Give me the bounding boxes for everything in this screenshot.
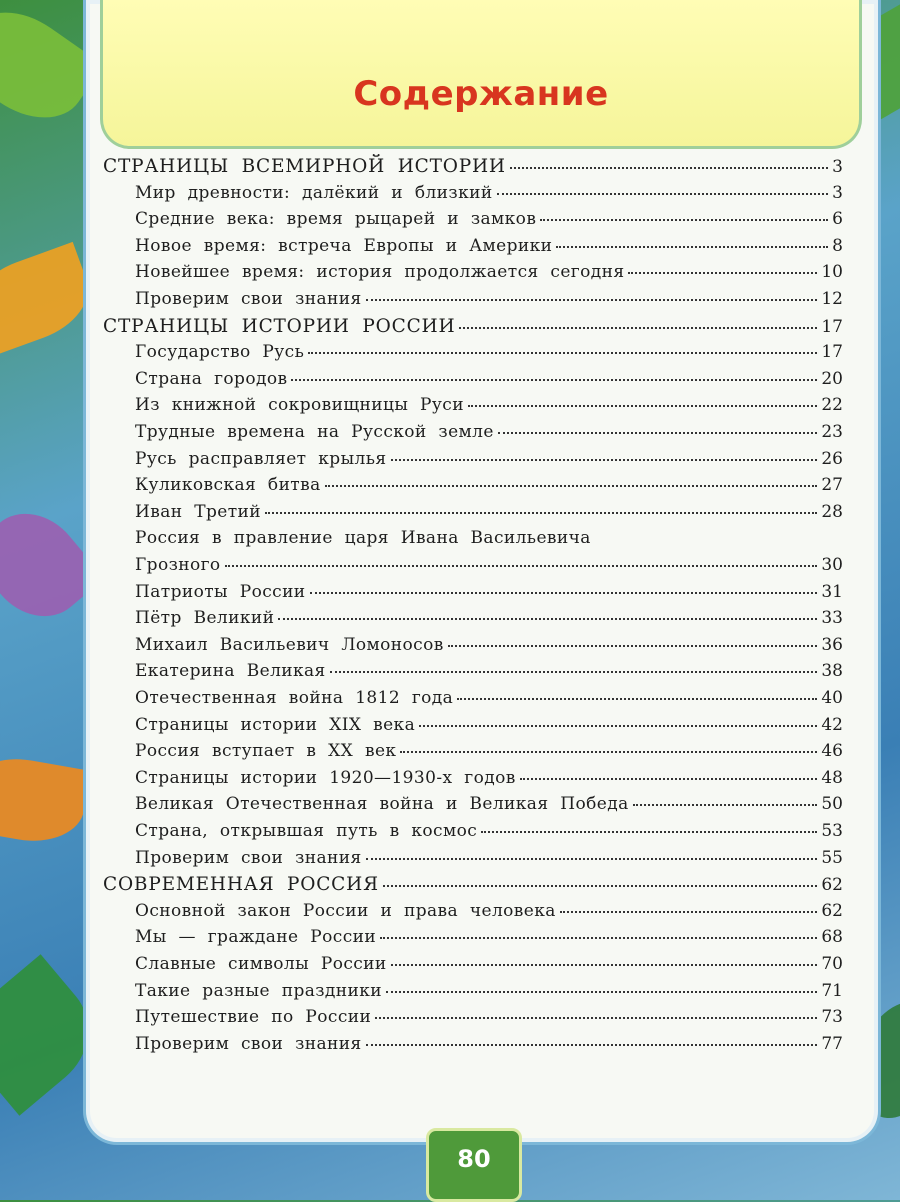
toc-entry-title: Из книжной сокровищницы Руси (135, 395, 464, 416)
toc-entry-title: Страницы истории 1920—1930-х годов (135, 767, 516, 788)
toc-entry-title: Россия вступает в XX век (135, 741, 397, 762)
toc-entry-title: Страницы истории XIX века (135, 714, 416, 735)
toc-section (103, 316, 843, 340)
dot-leader (419, 725, 817, 727)
toc-entry (135, 688, 843, 712)
toc-entry-title: Страна, открывшая путь в космос (135, 821, 478, 841)
toc-page-number: 17 (821, 342, 843, 363)
toc-page-number: 38 (821, 661, 843, 682)
dot-leader (310, 592, 818, 594)
toc-entry-title: Средние века: время рыцарей и замков (135, 209, 537, 230)
toc-entry (135, 768, 843, 792)
toc-entry (135, 422, 843, 446)
toc-page-number: 3 (832, 157, 843, 177)
toc-page-number: 46 (821, 741, 843, 762)
dot-leader (291, 379, 817, 381)
toc-entry (135, 608, 843, 632)
toc-entry (135, 901, 843, 925)
toc-entry-title: Основной закон России и права человека (135, 900, 556, 921)
toc-page-number: 12 (821, 289, 843, 309)
dot-leader (556, 246, 828, 248)
dot-leader (520, 778, 818, 780)
toc-entry-title: Проверим свои знания (135, 289, 362, 309)
toc-page-number: 70 (821, 954, 843, 974)
toc-entry-title: СТРАНИЦЫ ВСЕМИРНОЙ ИСТОРИИ (103, 156, 506, 177)
toc-entry-title: Михаил Васильевич Ломоносов (135, 634, 444, 655)
toc-entry-title: Новейшее время: история продолжается сегодня (135, 262, 625, 283)
dot-leader (383, 885, 818, 887)
dot-leader (278, 618, 817, 620)
toc-entry-title: Русь расправляет крылья (135, 448, 387, 469)
toc-entry (135, 954, 843, 978)
toc-page-number: 23 (821, 422, 843, 442)
page-number: 80 (457, 1145, 491, 1173)
toc-entry (135, 183, 843, 207)
toc-page-number: 48 (821, 767, 843, 788)
toc-page-number: 17 (821, 316, 843, 337)
toc-page-number: 30 (821, 555, 843, 575)
toc-entry-title: Славные символы России (135, 954, 387, 974)
page-title: Содержание (353, 74, 609, 114)
toc-entry (135, 342, 843, 366)
dot-leader (375, 1017, 817, 1019)
toc-entry-title: Мы — граждане России (135, 927, 377, 948)
toc-entry (135, 794, 843, 818)
toc-section (103, 156, 843, 180)
toc-entry (135, 236, 843, 260)
toc-section (103, 874, 843, 898)
toc-page-number: 77 (821, 1033, 843, 1054)
dot-leader (633, 804, 818, 806)
toc-entry-title: Новое время: встреча Европы и Америки (135, 235, 553, 256)
dot-leader (265, 512, 817, 514)
toc-entry-title: Отечественная война 1812 года (135, 688, 454, 708)
toc-entry-title: Куликовская битва (135, 475, 321, 496)
toc-entry (135, 555, 843, 579)
toc-page-number: 53 (821, 821, 843, 841)
toc-page-number: 62 (821, 900, 843, 921)
toc-entry-title: Путешествие по России (135, 1007, 372, 1028)
toc-page-number: 55 (821, 847, 843, 868)
toc-entry (135, 502, 843, 526)
toc-entry (135, 661, 843, 685)
toc-entry-title: Проверим свои знания (135, 847, 362, 868)
toc-page-number: 27 (821, 475, 843, 496)
toc-entry (135, 395, 843, 419)
dot-leader (380, 937, 817, 939)
toc-page-number: 50 (821, 794, 843, 815)
dot-leader (366, 1044, 818, 1046)
toc-page-number: 40 (821, 688, 843, 708)
toc-page-number: 20 (821, 368, 843, 389)
dot-leader (325, 485, 818, 487)
toc-entry (135, 1034, 843, 1058)
toc-entry (135, 741, 843, 765)
dot-leader (457, 698, 817, 700)
toc-entry (135, 821, 843, 845)
dot-leader (366, 299, 818, 301)
dot-leader (560, 911, 818, 913)
toc-page-number: 3 (832, 182, 843, 203)
dot-leader (628, 272, 817, 274)
dot-leader (386, 991, 817, 993)
dot-leader (481, 831, 817, 833)
toc-entry-title: СОВРЕМЕННАЯ РОССИЯ (103, 874, 379, 896)
dot-leader (391, 964, 818, 966)
dot-leader (330, 671, 818, 673)
dot-leader (540, 219, 828, 221)
toc-page-number: 62 (821, 875, 843, 896)
toc-entry (135, 528, 843, 552)
toc-entry-title: Грозного (135, 555, 221, 575)
toc-page-number: 28 (821, 501, 843, 522)
dot-leader (308, 352, 817, 354)
toc-entry (135, 715, 843, 739)
dot-leader (497, 193, 829, 195)
page-number-tab (426, 1128, 522, 1202)
toc-entry (135, 582, 843, 606)
toc-entry-title: Великая Отечественная война и Великая Победа (135, 794, 629, 815)
toc-entry-title: Патриоты России (135, 581, 306, 602)
toc-page-number: 33 (821, 608, 843, 629)
toc-page-number: 42 (821, 714, 843, 735)
toc-entry (135, 635, 843, 659)
dot-leader (366, 858, 818, 860)
toc-entry (135, 289, 843, 313)
dot-leader (510, 167, 828, 169)
toc-page-number: 71 (821, 980, 843, 1001)
toc-entry-title: Иван Третий (135, 501, 262, 522)
toc-page-number: 8 (832, 235, 843, 256)
toc-entry-title: Такие разные праздники (135, 980, 383, 1001)
dot-leader (225, 565, 818, 567)
toc-entry (135, 981, 843, 1005)
toc-entry-title: Пётр Великий (135, 608, 275, 629)
toc-entry (135, 848, 843, 872)
dot-leader (498, 432, 818, 434)
toc-page-number: 22 (821, 395, 843, 416)
toc-entry (135, 475, 843, 499)
toc-page-number: 73 (821, 1007, 843, 1028)
toc-entry-title: Екатерина Великая (135, 661, 326, 682)
toc-page-number: 10 (821, 262, 843, 283)
toc-entry-title: Страна городов (135, 368, 288, 389)
toc-entry-title: СТРАНИЦЫ ИСТОРИИ РОССИИ (103, 315, 456, 337)
toc-entry-title: Мир древности: далёкий и близкий (135, 182, 493, 203)
dot-leader (400, 751, 817, 753)
dot-leader (468, 405, 817, 407)
toc-page-number: 31 (821, 581, 843, 602)
toc-entry-title: Россия в правление царя Ивана Васильевича (135, 528, 591, 549)
toc-entry (135, 1007, 843, 1031)
dot-leader (459, 327, 817, 329)
toc-entry-title: Государство Русь (135, 342, 305, 363)
dot-leader (391, 459, 818, 461)
toc-entry (135, 209, 843, 233)
toc-page-number: 6 (832, 209, 843, 230)
toc-entry-title: Проверим свои знания (135, 1033, 362, 1054)
toc-entry (135, 927, 843, 951)
toc-entry (135, 449, 843, 473)
toc-entry-title: Трудные времена на Русской земле (135, 422, 494, 442)
toc-page-number: 68 (821, 927, 843, 948)
toc-entry (135, 262, 843, 286)
toc-page-number: 26 (821, 448, 843, 469)
toc-page-number: 36 (821, 634, 843, 655)
toc-entry (135, 369, 843, 393)
dot-leader (448, 645, 818, 647)
